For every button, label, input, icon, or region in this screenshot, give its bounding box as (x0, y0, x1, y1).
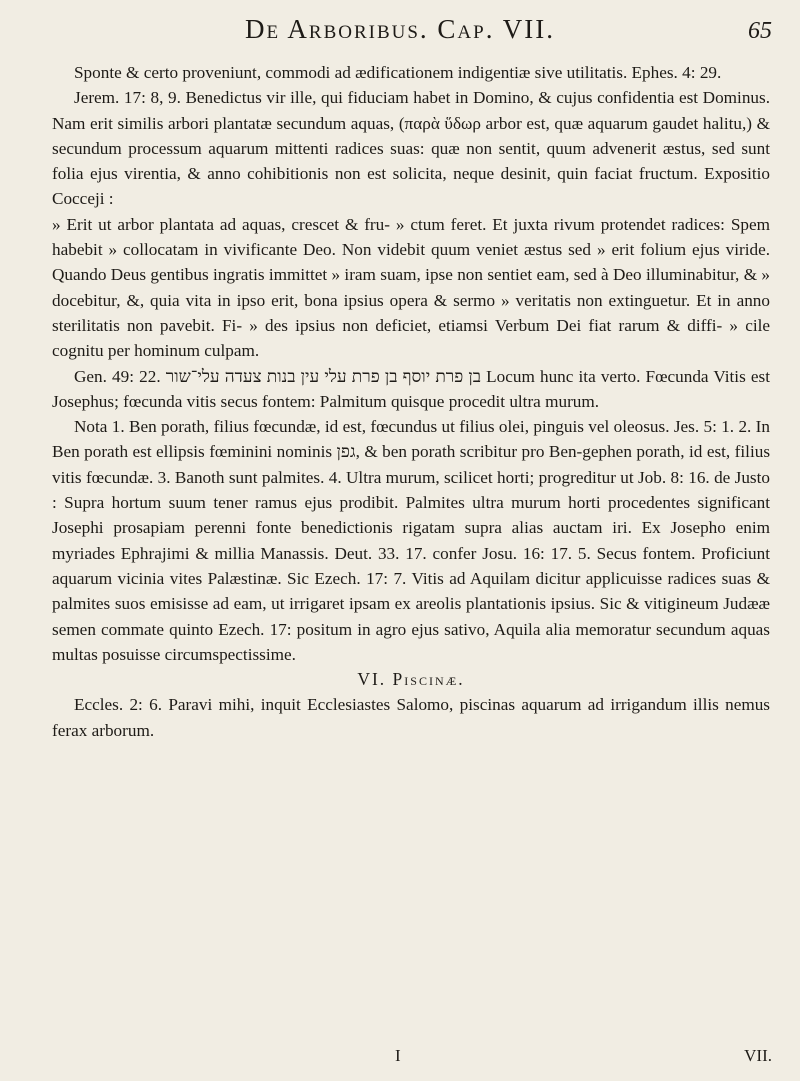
body-text (52, 60, 770, 743)
paragraph: Gen. 49: 22. בן פרת יוסף בן פרת עלי עין בנות צעדה עלי־שור Locum hunc ita verto. Fœcunda Vitis est Josephus; fœcunda vitis secus fontem: Palmitum quisque procedit ultra murum. (52, 366, 770, 411)
page-footer (0, 1046, 800, 1074)
page-number: 65 (748, 18, 772, 44)
paragraph: Nota 1. Ben porath, filius fœcundæ, id est, fœcundus ut filius olei, pinguis vel oleosus. Jes. 5: 1. 2. In Ben porath est ellipsis fœminini nominis גפן, & ben porath scribitur pro Ben-gephen porath, id est, filius vitis fœcundæ. 3. Banoth sunt palmites. 4. Ultra murum, scilicet horti; progreditur ut Job. 8: 16. de Justo : Supra hortum suum tener ramus ejus prodibit. Palmites ultra murum horti procedentes significant Josephi prosapiam perenni fonte benedictionis rigatam supra alias auctam iri. Ex Josepho enim myriades Ephrajimi & millia Manassis. Deut. 33. 17. confer Josu. 16: 17. 5. Secus fontem. Proficiunt aquarum vicinia vites Palæstinæ. Sic Ezech. 17: 7. Vitis ad Aquilam dicitur applicuisse radices suas & palmites suos emisisse ad eam, ut irrigaret ipsam ex areolis plantationis ipsius. Sic & vitigineum Judææ semen commate quinto Ezech. 17: positum in agro ejus sativo, Aquila alia memoratur secundum aquas multas posuisse circumspectissime. (52, 417, 771, 664)
paragraph: Eccles. 2: 6. Paravi mihi, inquit Ecclesiastes Salomo, piscinas aquarum ad irrigandum illis nemus ferax arborum. (52, 695, 770, 740)
paragraph: Jerem. 17: 8, 9. Benedictus vir ille, qui fiduciam habet in Domino, & cujus confidentia est Dominus. Nam erit similis arbori plantatæ secundum aquas, (παρὰ ὕδωρ arbor est, quæ aquarum gaudet halitu,) & secundum processum aquarum mittenti radices suas: quæ non sentit, quum advenerit æstus, sed sunt folia ejus virentia, & anno cohibitionis non est solicita, neque desinit, quin faciat fructum. Expositio Cocceji : (52, 88, 770, 209)
running-title: De Arboribus. Cap. VII. (245, 14, 555, 44)
paragraph: Sponte & certo proveniunt, commodi ad ædificationem indigentiæ sive utilitatis. Ephes. 4: 29. (74, 63, 722, 82)
signature-mark: I (395, 1046, 401, 1065)
catchword: VII. (744, 1046, 772, 1065)
section-heading: VI. Piscinæ. (357, 669, 465, 690)
quoted-exposition: » Erit ut arbor plantata ad aquas, crescet & fru- » ctum feret. Et juxta rivum protendet radices: Spem habebit » collocatam in vivificante Deo. Non videbit quum veniet æstus sed » erit folium ejus viride. Quando Deus gentibus ingratis immittet » iram suam, ipse non sentiet eam, sed à Deo illuminabitur, & » docebitur, &, quia vita in ipso erit, bona ipsius opera & sermo » veritatis non extinguetur. Et in anno sterilitatis non pavebit. Fi- » des ipsius non deficiet, etiamsi Verbum Dei fiat rarum & diffi- » cile cognitu per hominum culpam. (52, 214, 770, 361)
running-head (0, 14, 800, 54)
